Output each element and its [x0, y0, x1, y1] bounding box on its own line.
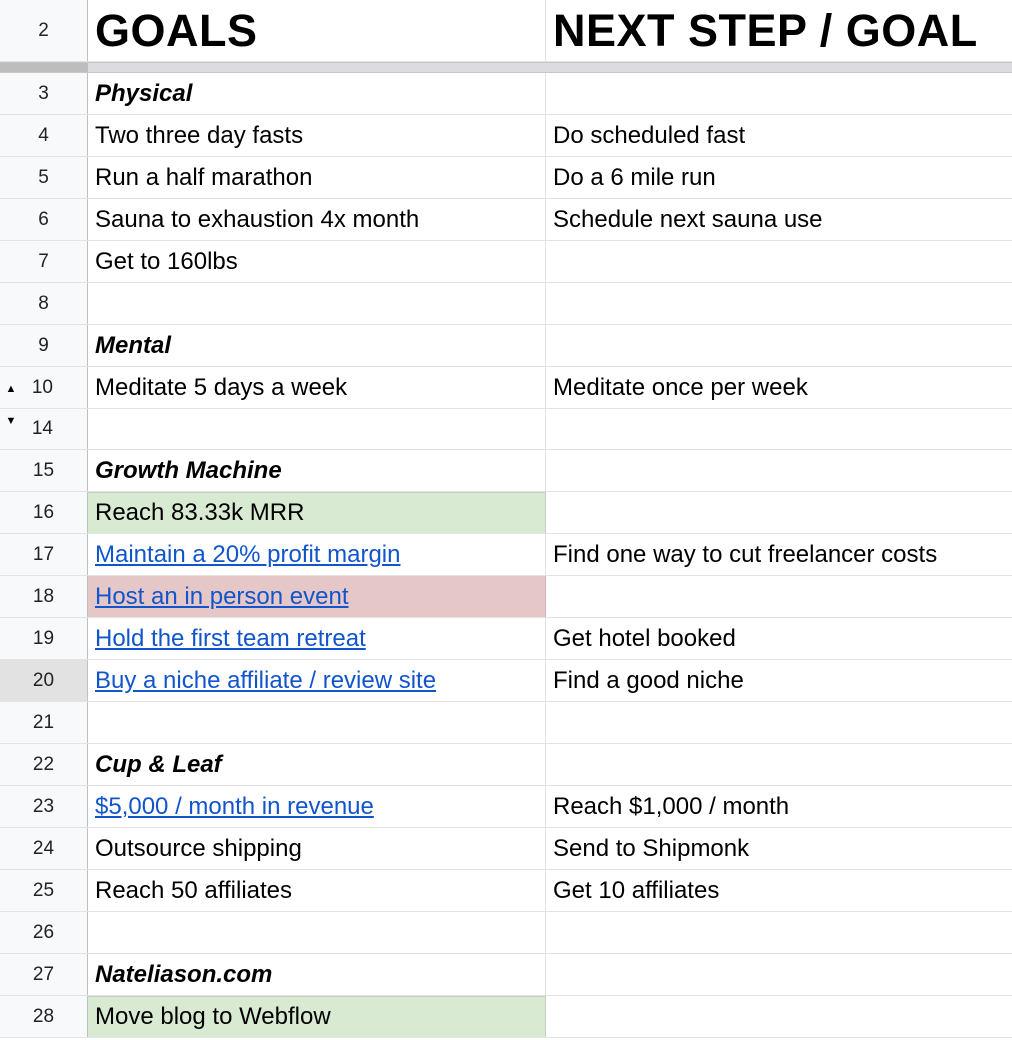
section-heading-cell[interactable]: Cup & Leaf: [88, 744, 546, 785]
triangle-up-icon[interactable]: ▲: [5, 383, 17, 395]
next-step-cell[interactable]: [546, 744, 1012, 785]
goal-link-cell[interactable]: Hold the first team retreat: [88, 618, 546, 659]
row-number[interactable]: 21: [0, 702, 88, 743]
table-row: [0, 786, 1012, 828]
goal-cell[interactable]: Reach 50 affiliates: [88, 870, 546, 911]
next-step-cell[interactable]: Do scheduled fast: [553, 121, 746, 149]
row-number[interactable]: 22: [0, 744, 88, 785]
table-row: [0, 618, 1012, 660]
goal-cell[interactable]: [88, 283, 546, 324]
goal-cell[interactable]: Outsource shipping: [88, 828, 546, 869]
row-number[interactable]: 2: [0, 0, 88, 61]
goal-cell[interactable]: Two three day fasts: [88, 115, 546, 156]
row-number-label: 10: [31, 376, 53, 398]
next-step-cell[interactable]: Schedule next sauna use: [553, 205, 823, 233]
next-step-cell[interactable]: [546, 702, 1012, 743]
table-row: [0, 115, 1012, 157]
goal-cell[interactable]: [88, 912, 546, 953]
goal-cell[interactable]: Run a half marathon: [88, 157, 546, 198]
next-step-cell[interactable]: Get hotel booked: [553, 624, 736, 652]
next-step-cell[interactable]: [546, 954, 1012, 995]
next-step-cell[interactable]: [546, 241, 1012, 282]
row-number[interactable]: 24: [0, 828, 88, 869]
table-row: [0, 409, 1012, 450]
section-heading-cell[interactable]: Physical: [88, 73, 546, 114]
row-number[interactable]: 19: [0, 618, 88, 659]
frozen-divider-handle[interactable]: [0, 63, 88, 72]
goal-cell[interactable]: [88, 409, 546, 449]
row-number[interactable]: 9: [0, 325, 88, 366]
row-number[interactable]: 7: [0, 241, 88, 282]
row-number[interactable]: [0, 409, 88, 449]
table-row: [0, 912, 1012, 954]
row-number[interactable]: 15: [0, 450, 88, 491]
table-row: [0, 450, 1012, 492]
frozen-rows-divider[interactable]: [0, 62, 1012, 73]
goal-cell[interactable]: Get to 160lbs: [88, 241, 546, 282]
table-row: [0, 660, 1012, 702]
table-row: [0, 828, 1012, 870]
table-row: [0, 744, 1012, 786]
next-step-cell[interactable]: [546, 450, 1012, 491]
table-row: [0, 325, 1012, 367]
next-step-cell[interactable]: [546, 576, 1012, 617]
table-row: [0, 702, 1012, 744]
table-row: [0, 199, 1012, 241]
row-number[interactable]: 6: [0, 199, 88, 240]
table-row: [0, 576, 1012, 618]
triangle-down-icon[interactable]: ▼: [5, 415, 17, 427]
row-number[interactable]: 17: [0, 534, 88, 575]
table-row: [0, 157, 1012, 199]
next-step-cell[interactable]: Send to Shipmonk: [553, 834, 750, 862]
next-step-cell[interactable]: Find one way to cut freelancer costs: [553, 540, 938, 568]
table-row: [0, 996, 1012, 1038]
goal-link-cell[interactable]: $5,000 / month in revenue: [88, 786, 546, 827]
next-step-cell[interactable]: Find a good niche: [553, 666, 744, 694]
section-heading-cell[interactable]: Growth Machine: [88, 450, 546, 491]
next-step-cell[interactable]: [546, 283, 1012, 324]
table-row: [0, 534, 1012, 576]
row-number-label: 14: [31, 418, 53, 439]
goal-cell[interactable]: Move blog to Webflow: [88, 996, 546, 1037]
next-step-cell[interactable]: Get 10 affiliates: [553, 876, 720, 904]
table-row: [0, 870, 1012, 912]
next-step-cell[interactable]: [546, 409, 1012, 449]
table-row: [0, 492, 1012, 534]
goal-cell[interactable]: [88, 702, 546, 743]
next-step-cell[interactable]: [546, 325, 1012, 366]
next-step-cell[interactable]: [546, 73, 1012, 114]
row-number[interactable]: 23: [0, 786, 88, 827]
row-number[interactable]: 20: [0, 660, 88, 701]
goal-cell[interactable]: Meditate 5 days a week: [88, 367, 546, 408]
goal-link-cell[interactable]: Buy a niche affiliate / review site: [88, 660, 546, 701]
row-number[interactable]: 26: [0, 912, 88, 953]
row-number[interactable]: 4: [0, 115, 88, 156]
row-number[interactable]: 25: [0, 870, 88, 911]
table-row: [0, 954, 1012, 996]
next-step-cell[interactable]: [546, 912, 1012, 953]
next-step-cell[interactable]: [546, 492, 1012, 533]
goal-cell[interactable]: Sauna to exhaustion 4x month: [88, 199, 546, 240]
goal-link-cell[interactable]: Host an in person event: [88, 576, 546, 617]
section-heading-cell[interactable]: Nateliason.com: [88, 954, 546, 995]
next-step-cell[interactable]: Meditate once per week: [553, 373, 808, 401]
table-row: [0, 367, 1012, 409]
next-step-cell[interactable]: Do a 6 mile run: [553, 163, 716, 191]
goals-column-header[interactable]: GOALS: [88, 0, 546, 61]
row-number[interactable]: 8: [0, 283, 88, 324]
next-step-column-header[interactable]: NEXT STEP / GOAL: [553, 5, 978, 56]
goal-link-cell[interactable]: Maintain a 20% profit margin: [88, 534, 546, 575]
row-number[interactable]: 5: [0, 157, 88, 198]
table-row: [0, 241, 1012, 283]
row-number[interactable]: 28: [0, 996, 88, 1037]
header-row: [0, 0, 1012, 62]
row-number[interactable]: 16: [0, 492, 88, 533]
next-step-cell[interactable]: [546, 996, 1012, 1037]
row-number[interactable]: 27: [0, 954, 88, 995]
table-row: [0, 73, 1012, 115]
row-number[interactable]: 3: [0, 73, 88, 114]
table-row: [0, 283, 1012, 325]
next-step-cell[interactable]: Reach $1,000 / month: [553, 792, 790, 820]
row-number[interactable]: [0, 367, 88, 408]
row-number[interactable]: 18: [0, 576, 88, 617]
goal-cell[interactable]: Reach 83.33k MRR: [88, 492, 546, 533]
section-heading-cell[interactable]: Mental: [88, 325, 546, 366]
